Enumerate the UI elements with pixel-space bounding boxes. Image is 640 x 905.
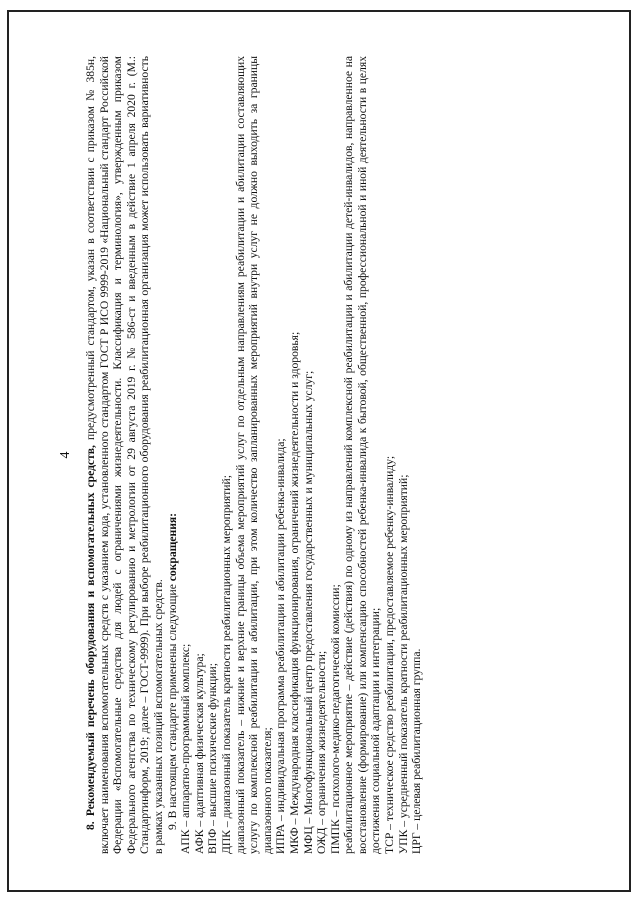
abbreviation-item: ВПФ – высшие психические функции; — [206, 663, 220, 854]
abbreviation-item: УПК – усредненный показатель кратности реабилитационных мероприятий; — [396, 474, 410, 854]
abbreviation-item: ОЖД – ограничения жизнедеятельности; — [315, 650, 329, 854]
section-9-heading: сокращения: — [165, 512, 179, 582]
abbreviation-item: ДПК – диапазонный показатель кратности реабилитационных мероприятий; — [219, 475, 233, 854]
abbreviation-item: ПМПК – психолого-медико-педагогической комиссии; — [328, 584, 342, 854]
section-8-text: предусмотренный стандартом, указан в соответствии с приказом № 385н, включает наименования вспомогательных средств с указанием кода, установленного стандартом ГОСТ Р ИСО 9999-2019 «Национальный стандарт Российской Федерации «Вспомогательные средства для людей с ограничениями жизнедеятельности. Классификация и терминология», утвержденным приказом Федерального агентства по техническому регулированию и метрологии от 29 августа 2019 г. № 586-ст и введенным в действие 1 апреля 2020 г. (М.: Стандартинформ, 2019; далее – ГОСТ-9999). При выборе реабилитационного оборудования реабилитационная организация может использовать вариативность в рамках указанных позиций вспомогательных средств. — [84, 56, 165, 854]
rotated-document-page — [40, 32, 600, 872]
page-number: 4 — [58, 451, 73, 459]
abbreviation-item: МКФ – Международная классификация функционирования, ограничений жизнедеятельности и здоровья; — [287, 331, 301, 854]
abbreviation-item: ТСР – техническое средство реабилитации, предоставляемое ребенку-инвалиду; — [383, 455, 397, 854]
section-9-paragraph — [166, 56, 180, 854]
abbreviation-item: ЦРГ – целевая реабилитационная группа. — [410, 648, 424, 854]
abbreviation-item: АФК – адаптивная физическая культура; — [192, 653, 206, 854]
section-9-lead: 9. В настоящем стандарте применены следующие — [165, 581, 179, 830]
section-8-heading: 8. Рекомендуемый перечень оборудования и вспомогательных средств, — [84, 445, 97, 830]
abbreviation-item: реабилитационное мероприятие – действие (действия) по одному из направлений комплексной реабилитации и абилитации детей-инвалидов, направленное на восстановление (формирование) или компенсацию способностей ребенка-инвалида к бытовой, общественной, профессиональной и иной деятельности в целях достижения социальной адаптации и интеграции; — [342, 56, 383, 854]
abbreviation-item: АПК – аппаратно-программный комплекс; — [179, 643, 193, 854]
section-8-paragraph — [84, 56, 166, 854]
abbreviations-list — [179, 56, 424, 854]
abbreviation-item: диапазонный показатель – нижние и верхние границы объема мероприятий услуг по отдельным направлениям реабилитации и абилитации составляющих услугу по комплексной реабилитации и абилитации, при этом количество запланированных мероприятий внутри услуг не должно выходить за границы диапазонного показателя; — [233, 56, 274, 854]
abbreviation-item: МФЦ – Многофункциональный центр предоставления государственных и муниципальных услуг; — [301, 370, 315, 854]
abbreviation-item: ИПРА – индивидуальная программа реабилитации и абилитации ребенка-инвалида; — [274, 438, 288, 854]
